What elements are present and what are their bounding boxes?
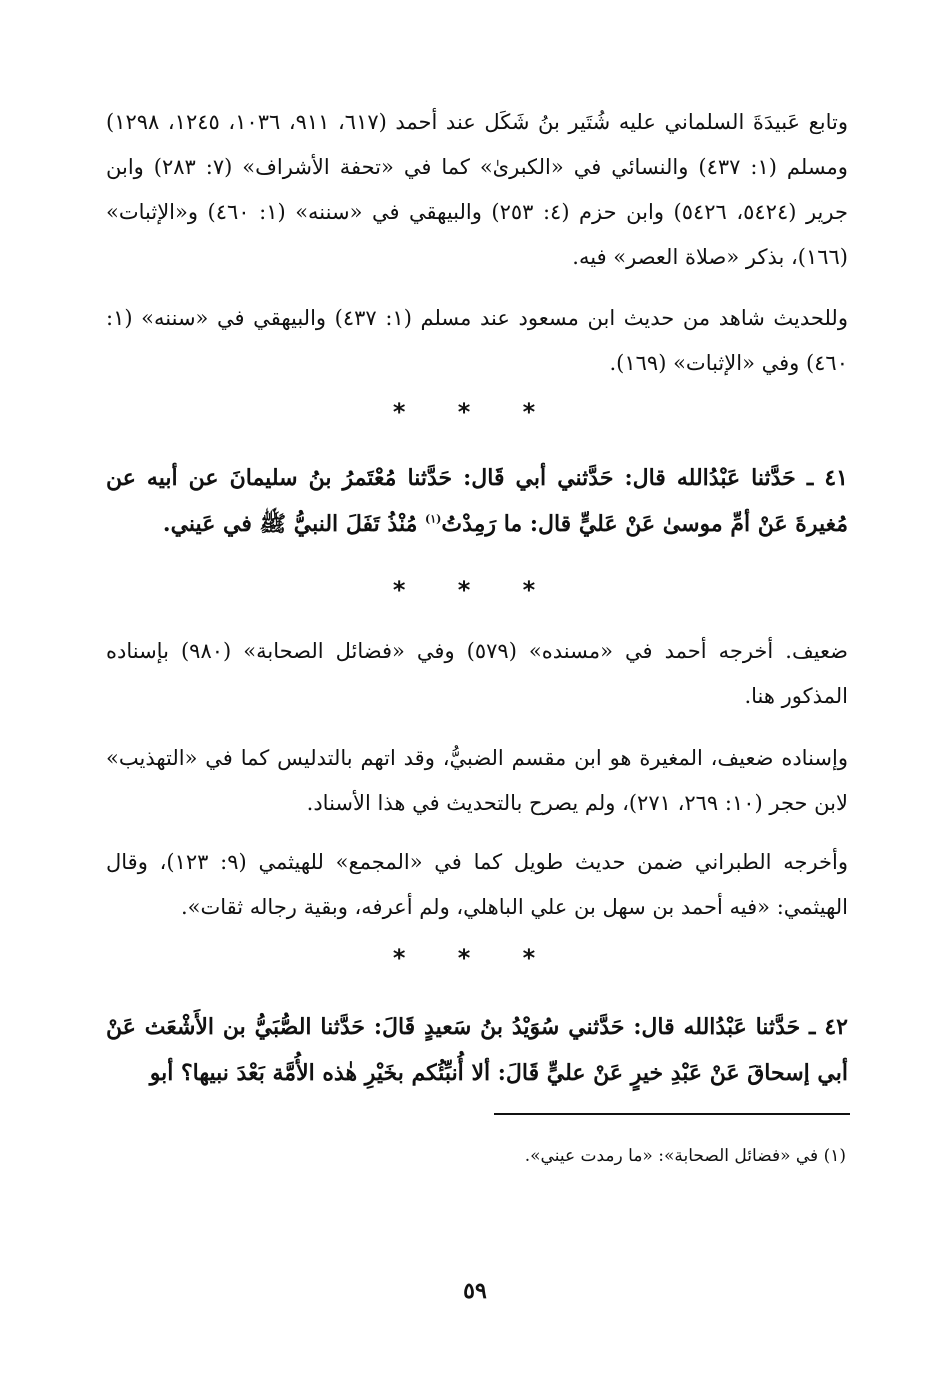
paragraph-isnad: [106, 736, 848, 826]
paragraph-text: وتابع عَبيدَةَ السلماني عليه شُتَير بنُ شَكَل عند أحمد (٦١٧، ٩١١، ١٠٣٦، ١٢٤٥، ١٢٩٨) ومسلم (١: ٤٣٧) والنسائي في «الكبرىٰ» كما في «تحفة الأشراف» (٧: ٢٨٣) وابن جرير (٥٤٢٤، ٥٤٢٦) وابن حزم (٤: ٢٥٣) والبيهقي في «سننه» (١: ٤٦٠) و«الإثبات» (١٦٦)، بذكر «صلاة العصر» فيه.: [106, 110, 849, 269]
footnote-marker[interactable]: (١): [425, 512, 442, 526]
paragraph-mutaba: [106, 100, 848, 280]
paragraph-text: وإسناده ضعيف، المغيرة هو ابن مقسم الضبيُّ، وقد اتهم بالتدليس كما في «التهذيب» لابن حجر (١٠: ٢٦٩، ٢٧١)، ولم يصرح بالتحديث في هذا الأسناد.: [106, 746, 848, 815]
section-separator: * * *: [392, 398, 558, 426]
hadith-41: [106, 455, 848, 547]
hadith-41-text: ٤١ ـ حَدَّثنا عَبْدُالله قال: حَدَّثني أبي قَال: حَدَّثنا مُعْتَمرُ بنُ سليمانَ عن أبيه عن مُغيرةَ عَنْ أمِّ موسىٰ عَنْ عَليٍّ قال: ما رَمِدْتُ: [106, 465, 848, 537]
footnote: (١) في «فضائل الصحابة»: «ما رمدت عيني».: [524, 1146, 846, 1166]
paragraph-shahid: [106, 296, 848, 386]
paragraph-text: ضعيف. أخرجه أحمد في «مسنده» (٥٧٩) وفي «فضائل الصحابة» (٩٨٠) بإسناده المذكور هنا.: [106, 639, 848, 708]
paragraph-takhrij: [106, 629, 848, 719]
paragraph-text: وللحديث شاهد من حديث ابن مسعود عند مسلم (١: ٤٣٧) والبيهقي في «سننه» (١: ٤٦٠) وفي «الإثبات» (١٦٩).: [106, 306, 848, 375]
page-number: ٥٩: [463, 1278, 487, 1304]
hadith-42-text: ٤٢ ـ حَدَّثنا عَبْدُالله قال: حَدَّثني سُوَيْدُ بنُ سَعيدٍ قَالَ: حَدَّثنا الصُّبَيُّ بن الأَشْعَث عَنْ أبي إسحاقَ عَنْ عَبْدِ خيرٍ عَنْ عليٍّ قَالَ: ألا أُنبِّئُكم بخَيْرِ هٰذه الأُمَّة بَعْدَ نبيها؟ أبو: [106, 1014, 848, 1086]
section-separator: * * *: [392, 576, 558, 604]
hadith-41-tail: مُنْذُ تَفَلَ النبيُّ ﷺ في عَيني.: [162, 511, 426, 537]
paragraph-text: وأخرجه الطبراني ضمن حديث طويل كما في «المجمع» للهيثمي (٩: ١٢٣)، وقال الهيثمي: «فيه أحمد بن سهل بن علي الباهلي، ولم أعرفه، وبقية رجاله ثقات».: [106, 850, 849, 919]
footnote-divider: [494, 1113, 850, 1115]
section-separator: * * *: [392, 944, 558, 972]
hadith-42: [106, 1004, 848, 1096]
paragraph-tabarani: [106, 840, 848, 930]
